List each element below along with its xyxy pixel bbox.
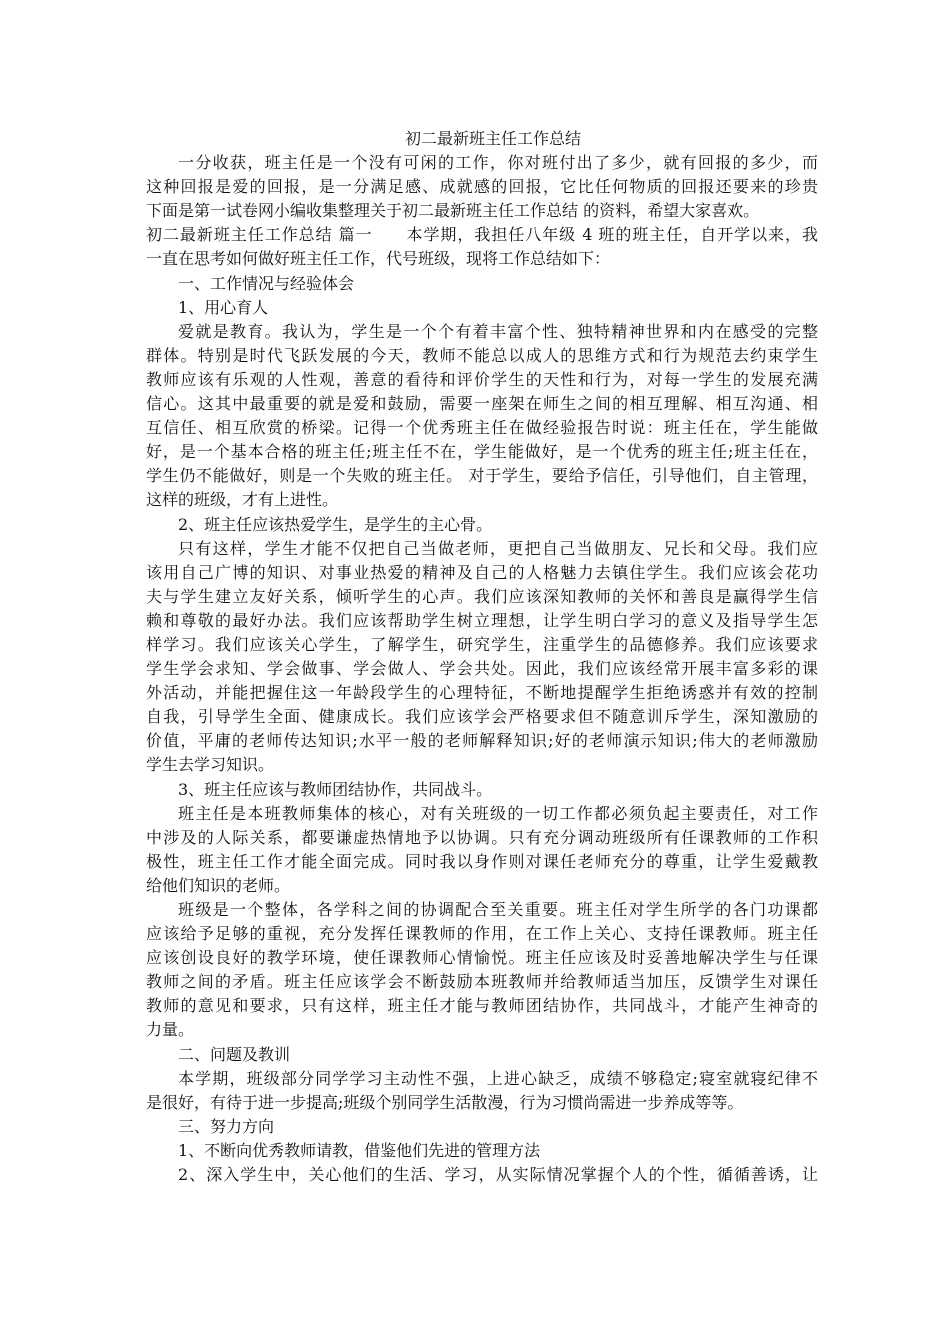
section-heading: 二、问题及教训 — [178, 1044, 291, 1064]
paragraph-line: 力量。 — [146, 1020, 195, 1040]
paragraph-line: 爱就是教育。我认为，学生是一个个有着丰富个性、独特精神世界和内在感受的完整 — [178, 321, 818, 341]
paragraph-line: 这种回报是爱的回报，是一分满足感、成就感的回报，它比任何物质的回报还要来的珍贵 — [146, 177, 818, 197]
paragraph-line: 给他们知识的老师。 — [146, 875, 291, 895]
paragraph-line: 班主任是本班教师集体的核心，对有关班级的一切工作都必须负起主要责任，对工作 — [178, 803, 818, 823]
paragraph-line: 这样的班级，才有上进性。 — [146, 490, 339, 510]
document-page — [146, 127, 818, 1187]
paragraph-line: 初二最新班主任工作总结 篇一 本学期，我担任八年级 4 班的班主任，自开学以来，我 — [146, 225, 818, 245]
paragraph-line: 样学习。我们应该关心学生，了解学生，研究学生，注重学生的品德修养。我们应该要求 — [146, 634, 818, 654]
subsection-heading: 3、班主任应该与教师团结协作，共同战斗。 — [178, 779, 493, 799]
paragraph-line: 学生去学习知识。 — [146, 755, 275, 775]
paragraph-line: 下面是第一试卷网小编收集整理关于初二最新班主任工作总结 的资料，希望大家喜欢。 — [146, 201, 760, 221]
paragraph-line: 只有这样，学生才能不仅把自己当做老师，更把自己当做朋友、兄长和父母。我们应 — [178, 538, 818, 558]
paragraph-line: 应该创设良好的教学环境，使任课教师心情愉悦。班主任应该及时妥善地解决学生与任课 — [146, 948, 818, 968]
paragraph-line: 班级是一个整体，各学科之间的协调配合至关重要。班主任对学生所学的各门功课都 — [178, 900, 818, 919]
section-heading: 三、努力方向 — [178, 1116, 275, 1136]
paragraph-line: 该用自己广博的知识、对事业热爱的精神及自己的人格魅力去镇住学生。我们应该会花功 — [146, 562, 818, 582]
paragraph-line: 学生仍不能做好，则是一个失败的班主任。 对于学生，要给予信任，引导他们，自主管理， — [146, 466, 818, 486]
paragraph-line: 极性，班主任工作才能全面完成。同时我以身作则对课任老师充分的尊重，让学生爱戴教 — [146, 851, 818, 871]
paragraph-line: 本学期，班级部分同学学习主动性不强，上进心缺乏，成绩不够稳定;寝室就寝纪律不 — [178, 1068, 818, 1088]
paragraph-line: 自我，引导学生全面、健康成长。我们应该学会严格要求但不随意训斥学生，深知激励的 — [146, 707, 818, 727]
paragraph-line: 应该给予足够的重视，充分发挥任课教师的作用，在工作上关心、支持任课教师。班主任 — [146, 924, 818, 944]
paragraph-line: 教师应该有乐观的人性观，善意的看待和评价学生的天性和行为，对每一学生的发展充满 — [146, 369, 818, 389]
subsection-heading: 2、班主任应该热爱学生，是学生的主心骨。 — [178, 514, 493, 534]
paragraph-line: 外活动，并能把握住这一年龄段学生的心理特征，不断地提醒学生拒绝诱惑并有效的控制 — [146, 683, 818, 703]
paragraph-line: 中涉及的人际关系，都要谦虚热情地予以协调。只有充分调动班级所有任课教师的工作积 — [146, 827, 818, 847]
document-title: 初二最新班主任工作总结 — [404, 129, 581, 148]
list-item: 2、深入学生中，关心他们的生活、学习，从实际情况掌握个人的个性，循循善诱，让 — [178, 1165, 818, 1185]
paragraph-line: 互信任、相互欣赏的桥梁。记得一个优秀班主任在做经验报告时说：班主任在，学生能做 — [146, 418, 818, 438]
paragraph-line: 学生学会求知、学会做事、学会做人、学会共处。因此，我们应该经常开展丰富多彩的课 — [146, 659, 818, 679]
paragraph-line: 一分收获，班主任是一个没有可闲的工作，你对班付出了多少，就有回报的多少，而 — [178, 153, 818, 173]
paragraph-line: 价值，平庸的老师传达知识;水平一般的老师解释知识;好的老师演示知识;伟大的老师激励 — [146, 731, 818, 751]
paragraph-line: 群体。特别是时代飞跃发展的今天，教师不能总以成人的思维方式和行为规范去约束学生 — [146, 345, 818, 365]
list-item: 1、不断向优秀教师请教，借鉴他们先进的管理方法 — [178, 1140, 541, 1160]
paragraph-line: 教师的意见和要求，只有这样，班主任才能与教师团结协作，共同战斗，才能产生神奇的 — [146, 996, 818, 1016]
paragraph-line: 是很好，有待于进一步提高;班级个别同学生活散漫，行为习惯尚需进一步养成等等。 — [146, 1092, 744, 1112]
paragraph-line: 一直在思考如何做好班主任工作，代号班级，现将工作总结如下： — [146, 249, 611, 269]
paragraph-line: 赖和尊敬的最好办法。我们应该帮助学生树立理想，让学生明白学习的意义及指导学生怎 — [146, 610, 818, 630]
paragraph-line: 信心。这其中最重要的就是爱和鼓励，需要一座架在师生之间的相互理解、相互沟通、相 — [146, 394, 818, 414]
section-heading: 一、工作情况与经验体会 — [178, 273, 355, 293]
subsection-heading: 1、用心育人 — [178, 297, 269, 317]
paragraph-line: 好，是一个基本合格的班主任;班主任不在，学生能做好，是一个优秀的班主任;班主任在， — [146, 442, 818, 462]
paragraph-line: 教师之间的矛盾。班主任应该学会不断鼓励本班教师并给教师适当加压，反馈学生对课任 — [146, 972, 818, 992]
paragraph-line: 夫与学生建立友好关系，倾听学生的心声。我们应该深知教师的关怀和善良是赢得学生信 — [146, 586, 818, 606]
